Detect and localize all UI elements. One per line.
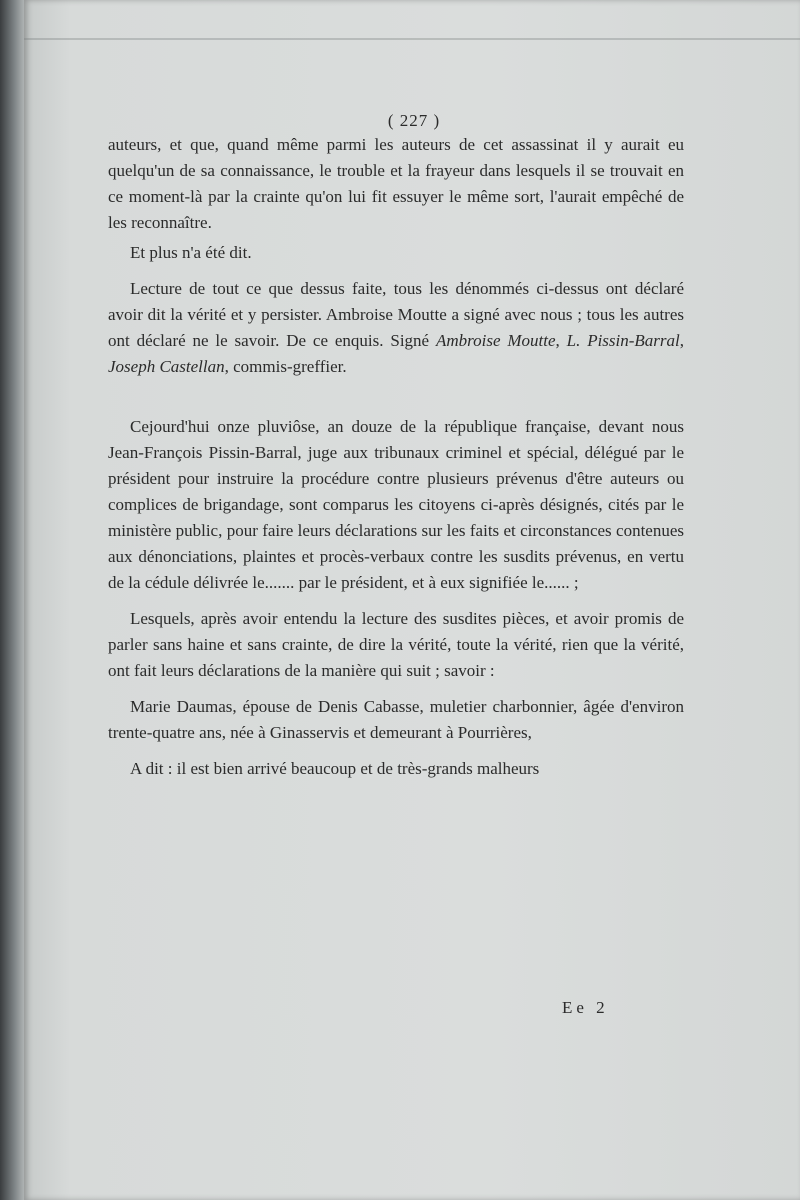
paragraph-closing: Et plus n'a été dit. [130,243,252,262]
book-gutter [0,0,26,1200]
page-text-block [108,110,684,782]
reading-text: Lecture de tout ce que dessus faite, tous les dénommés ci-dessus ont déclaré avoir dit la vérité et y persister. Ambroise Moutte a signé avec nous ; tous les autres ont déclaré ne le savoir. De ce enquis. Signé [108,279,684,350]
signature-moutte: Ambroise Moutte [435,331,556,350]
separator: , [679,331,684,350]
paragraph-reading [108,276,684,380]
page-crease [24,38,800,40]
paragraph-continuation: auteurs, et que, quand même parmi les auteurs de cet assassinat il y aurait eu quelqu'un de sa connaissance, le trouble et la frayeur dans lesquels il se trouvait en ce moment-là par la crainte qu'on lui fit essuyer le même sort, l'aurait empêché de les reconnaître. [108,135,684,232]
signature-pissin-barral: L. Pissin-Barral [566,331,680,350]
paragraph-testimony: A dit : il est bien arrivé beaucoup et de très-grands malheurs [130,759,540,778]
page-number: ( 227 ) [387,111,441,130]
signature-role: , commis-greffier. [224,357,347,376]
separator: , [555,331,567,350]
paragraph-witness: Marie Daumas, épouse de Denis Cabasse, muletier charbonnier, âgée d'environ trente-quatre ans, née à Ginasservis et demeurant à Pourrières, [108,697,684,742]
signature-castellan: Joseph Castellan [108,357,225,376]
paragraph-hearing-opening: Cejourd'hui onze pluviôse, an douze de la république française, devant nous Jean-François Pissin-Barral, juge aux tribunaux criminel et spécial, délégué par le président pour instruire la procédure contre plusieurs prévenus d'être auteurs ou complices de brigandage, sont comparus les citoyens ci-après désignés, cités par le ministère public, pour faire leurs déclarations sur les faits et circonstances contenues aux dénonciations, plaintes et procès-verbaux contre les susdits prévenus, en vertu de la cédule délivrée le....... par le président, et à eux signifiée le...... ; [108,417,684,592]
printer-signature-mark: Ee 2 [562,998,609,1017]
paragraph-oath: Lesquels, après avoir entendu la lecture des susdites pièces, et avoir promis de parler sans haine et sans crainte, de dire la vérité, toute la vérité, rien que la vérité, ont fait leurs déclarations de la manière qui suit ; savoir : [108,609,684,680]
